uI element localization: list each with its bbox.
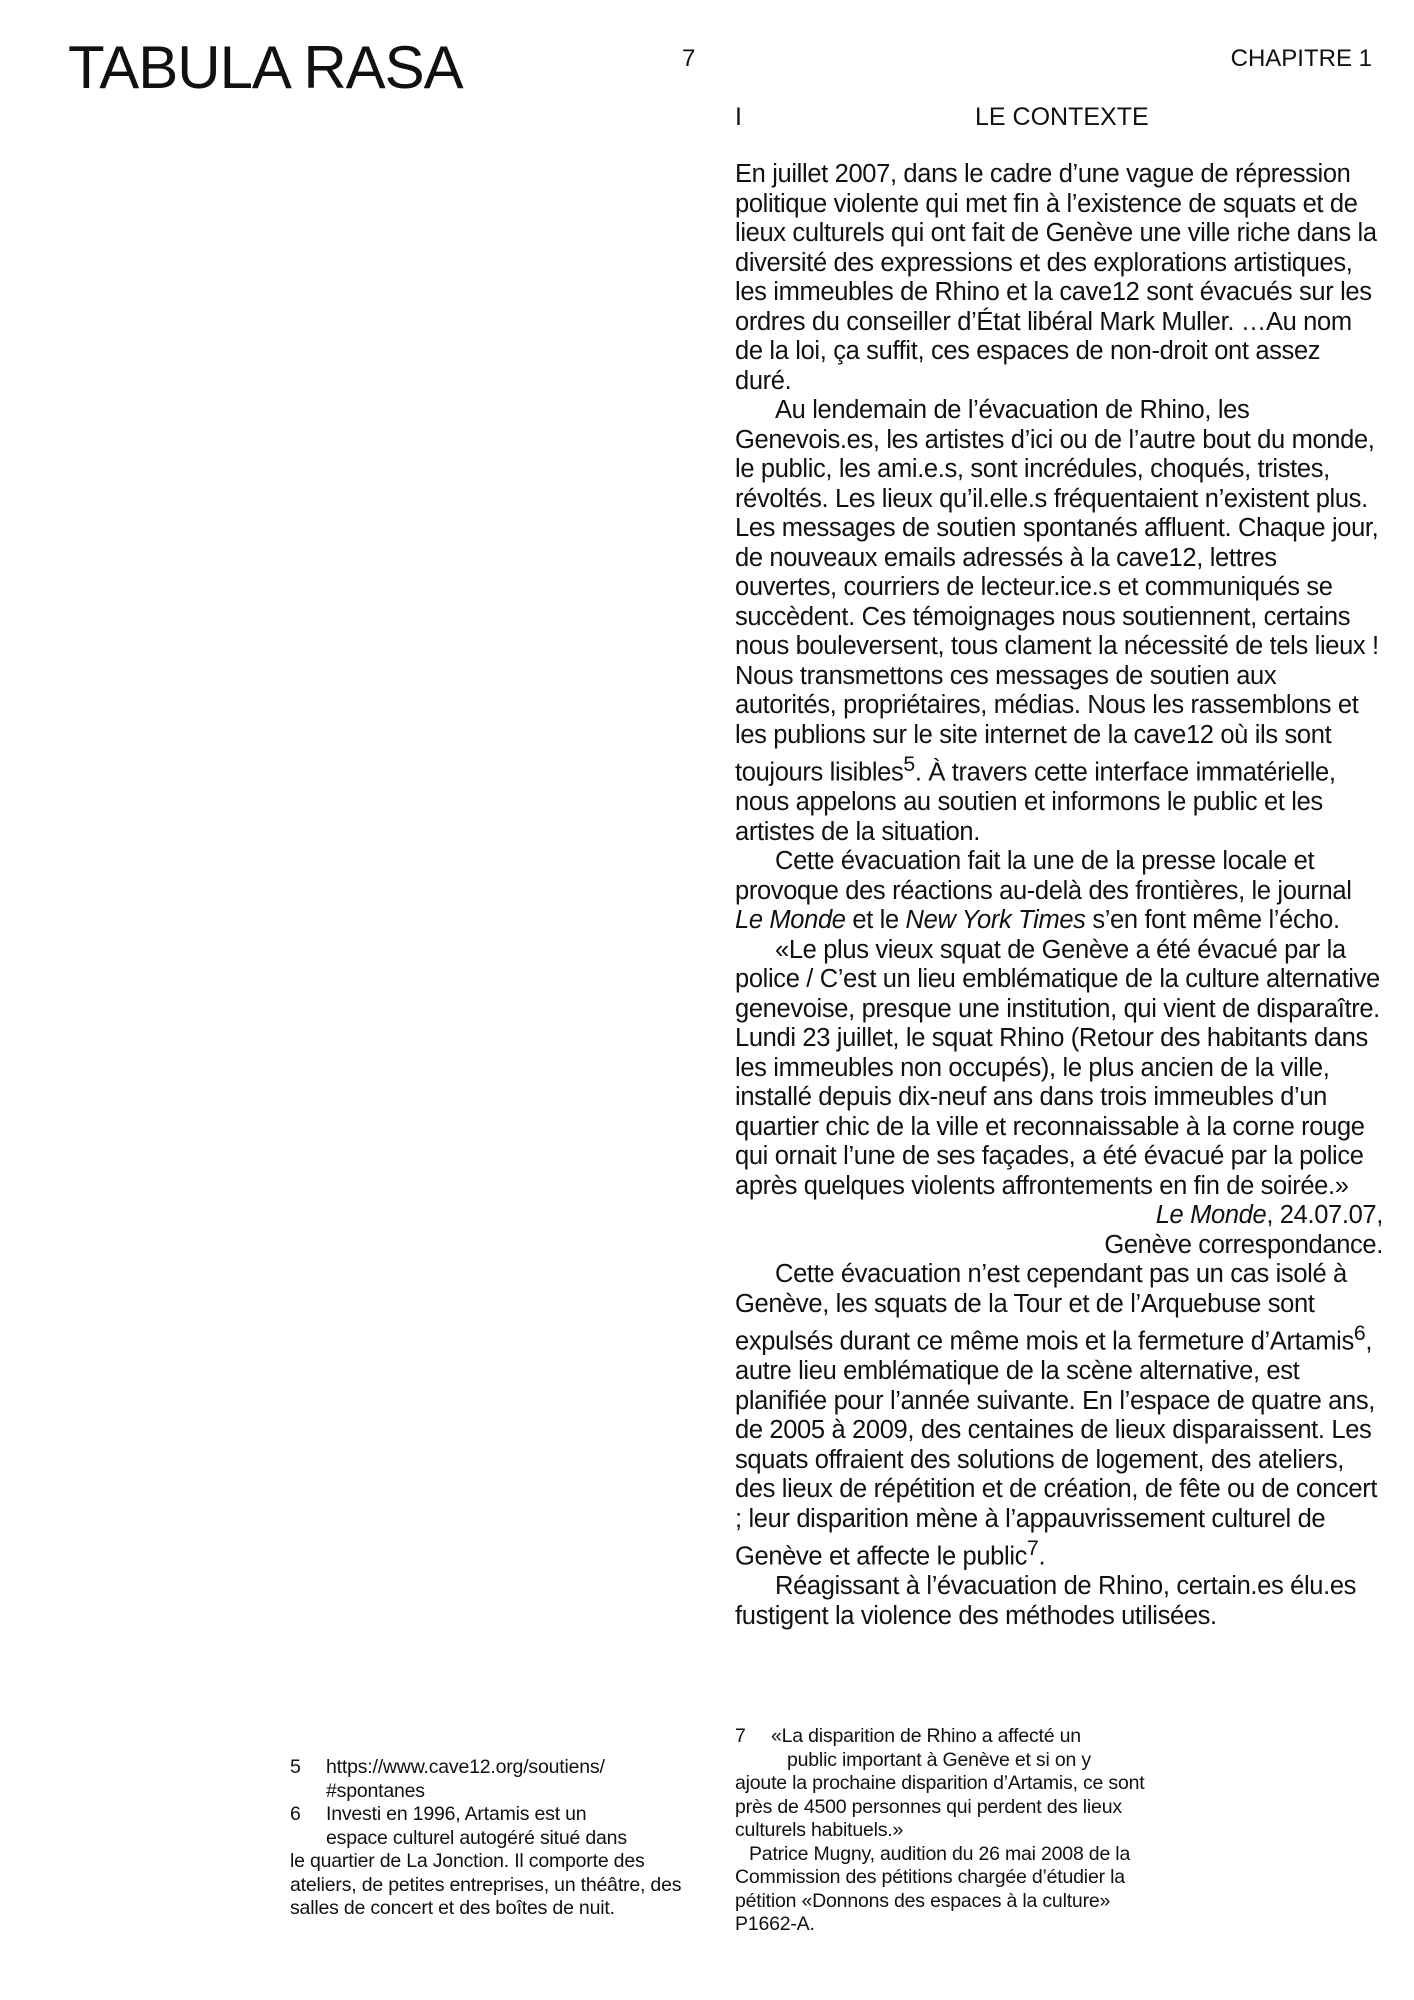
paragraph-5 [735, 1260, 1383, 1572]
footnote-5-url: https://www.cave12.org/soutiens/ [326, 1756, 605, 1778]
paragraph-4-text: Cette évacuation fait la une de la presse locale et provoque des réactions au-delà des frontières, le journal [735, 847, 1352, 905]
paragraph-6: Réagissant à l’évacuation de Rhino, certain.es élu.es fustigent la violence des méthodes utilisées. [735, 1572, 1357, 1630]
paragraph-5-text: Cette évacuation n’est cependant pas un cas isolé à Genève, les squats de la Tour et de l’Arquebuse sont expulsés durant ce même mois et la fermeture d’Artamis [735, 1260, 1354, 1356]
footnotes-left [290, 1756, 700, 1921]
footnote-ref-5: 5 [903, 752, 915, 776]
footnote-6-text: Investi en 1996, Artamis est un [326, 1803, 587, 1825]
paragraph-4-text-end: s’en font même l’écho. [1085, 906, 1340, 934]
journal-new-york-times: New York Times [905, 906, 1086, 934]
main-text [735, 160, 1383, 1631]
section-number: I [735, 103, 742, 131]
footnote-ref-6: 6 [1353, 1321, 1366, 1345]
footnote-5-number: 5 [290, 1756, 301, 1778]
section-title: LE CONTEXTE [975, 103, 1149, 131]
footnote-6-rest: le quartier de La Jonction. Il comporte des ateliers, de petites entreprises, un théâtre, des salles de concert et des boîtes de nuit. [290, 1850, 682, 1919]
footnote-7-attribution: Patrice Mugny, audition du 26 mai 2008 de la Commission des pétitions chargée d’étudier la pétition «Donnons des espaces à la culture» P1662-A. [735, 1842, 1131, 1935]
footnote-7-quote-line-2: public important à Genève et si on y [787, 1748, 1091, 1771]
quote-source-journal: Le Monde [1155, 1201, 1267, 1229]
footnote-7-quote: «La disparition de Rhino a affecté un [771, 1725, 1081, 1747]
book-title: TABULA RASA [68, 34, 463, 101]
page-number: 7 [682, 45, 696, 72]
footnote-6-number: 6 [290, 1803, 301, 1825]
quote-source [735, 1201, 1383, 1260]
footnote-7 [735, 1725, 1175, 1749]
paragraph-4 [735, 847, 1383, 936]
paragraph-3-text: Nous transmettons ces messages de soutien aux autorités, propriétaires, médias. Nous les rassemblons et les publions sur le site internet de la cave12 où ils sont toujours lisibles [735, 661, 1359, 787]
footnote-6-line-2: espace culturel autogéré situé dans [326, 1826, 627, 1849]
footnote-7-quote-rest: ajoute la prochaine disparition d’Artamis, ce sont près de 4500 personnes qui perdent des lieux culturels habituels.» [735, 1772, 1145, 1841]
paragraph-3 [735, 662, 1383, 848]
quote-source-author: Genève correspondance. [1104, 1230, 1383, 1259]
footnote-5-anchor: #spontanes [326, 1779, 425, 1802]
footnote-ref-7: 7 [1027, 1536, 1039, 1560]
footnote-6 [290, 1803, 700, 1827]
paragraph-4-text-and: et le [845, 906, 906, 934]
paragraph-5-text-middle: , autre lieu emblématique de la scène alternative, est planifiée pour l’année suivante. En l’espace de quatre ans, de 2005 à 2009, des centaines de lieux disparaissent. Les squats offraient des solutions de logement, des ateliers, des lieux de répétition et de création, de fête ou de concert ; leur disparition mène à l’appauvrissement culturel de Genève et affecte le public [735, 1327, 1378, 1571]
footnote-5 [290, 1756, 700, 1780]
paragraph-2: Au lendemain de l’évacuation de Rhino, les Genevois.es, les artistes d’ici ou de l’autre bout du monde, le public, les ami.e.s, sont incrédules, choqués, tristes, révoltés. Les lieux qu’il.elle.s fréquentaient n’existent plus. Les messages de soutien spontanés affluent. Chaque jour, de nouveaux emails adressés à la cave12, lettres ouvertes, courriers de lecteur.ice.s et communiqués se succèdent. Ces témoignages nous soutiennent, certains nous bouleversent, tous clament la nécessité de tels lieux ! [735, 396, 1379, 660]
chapter-label: CHAPITRE 1 [1230, 45, 1372, 72]
paragraph-5-text-end: . [1038, 1542, 1046, 1571]
paragraph-3-text-end: . À travers cette interface immatérielle, nous appelons au soutien et informons le public et les artistes de la situation. [735, 758, 1336, 846]
footnotes-right [735, 1725, 1175, 1937]
quote-source-date: , 24.07.07, [1266, 1201, 1383, 1229]
section-heading [735, 102, 1375, 132]
paragraph-1: En juillet 2007, dans le cadre d’une vague de répression politique violente qui met fin à l’existence de squats et de lieux culturels qui ont fait de Genève une ville riche dans la diversité des expressions et des explorations artistiques, les immeubles de Rhino et la cave12 sont évacués sur les ordres du conseiller d’État libéral Mark Muller. …Au nom de la loi, ça suffit, ces espaces de non-droit ont assez duré. [735, 160, 1377, 395]
press-quote: «Le plus vieux squat de Genève a été évacué par la police / C’est un lieu emblématique de la culture alternative genevoise, presque une institution, qui vient de disparaître. Lundi 23 juillet, le squat Rhino (Retour des habitants dans les immeubles non occupés), le plus ancien de la ville, installé depuis dix-neuf ans dans trois immeubles d’un quartier chic de la ville et reconnaissable à la corne rouge qui ornait l’une de ses façades, a été évacué par la police après quelques violents affrontements en fin de soirée.» [735, 935, 1380, 1200]
footnote-7-number: 7 [735, 1725, 746, 1747]
journal-le-monde: Le Monde [735, 906, 846, 934]
